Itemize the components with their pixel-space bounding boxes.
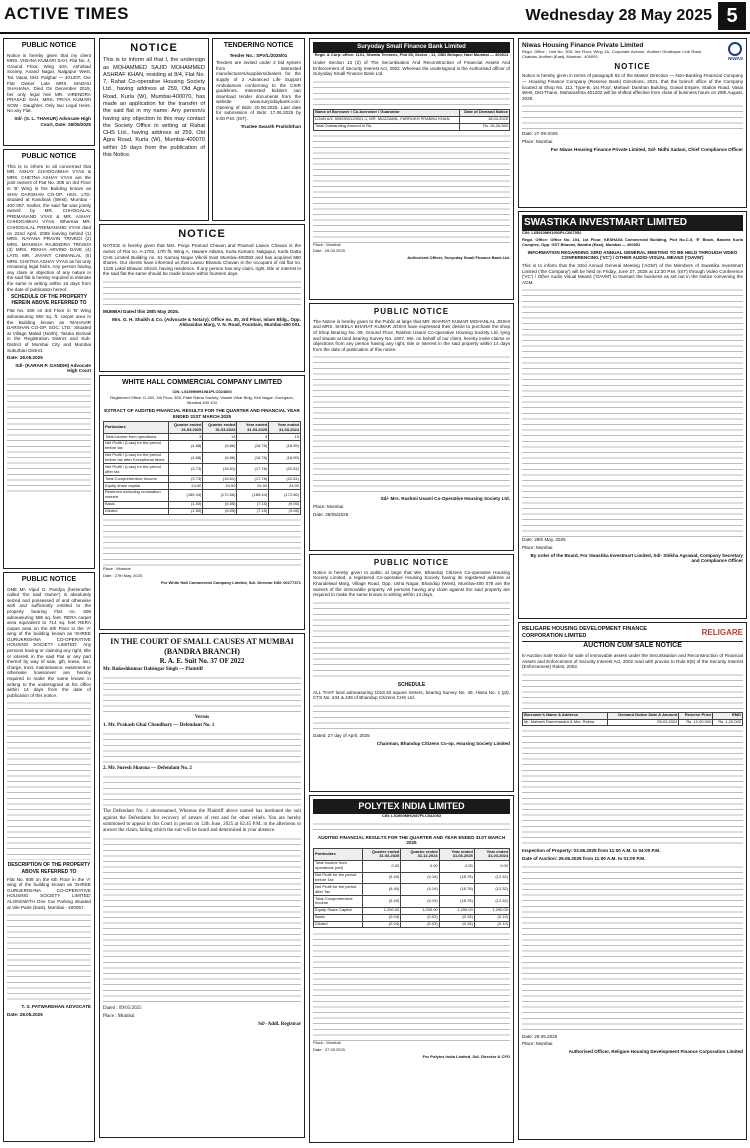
table-header-cell: Quarter ended 31.03.2025 — [169, 422, 203, 434]
table-header-cell: Year ended 31.03.2024 — [269, 422, 301, 434]
niwas-header — [522, 42, 743, 62]
defendant-2: 2. Mr. Suresh Sharma — Defendant No. 2 — [103, 766, 192, 772]
table-cell: 0.00 — [401, 860, 439, 872]
table-cell: (22.61) — [269, 476, 301, 483]
bank-name: Suryoday Small Finance Bank Limited — [313, 42, 510, 53]
court-place: Place : Mumbai — [103, 1013, 135, 1019]
table-cell: 0.00 — [439, 860, 474, 872]
demand-table — [313, 109, 510, 131]
table-cell: (4.19) — [401, 872, 439, 884]
table-cell: 24.90 — [203, 483, 237, 490]
text-filler — [7, 912, 91, 1002]
religare-auction — [518, 622, 747, 1140]
table-cell: (18.76) — [237, 440, 269, 452]
notice-signature: Sd/- (S. L. THAKUR) Advocate High Court, Date: 28/05/2025 — [14, 116, 91, 127]
court-heading: IN THE COURT OF SMALL CAUSES AT MUMBAI (BANDRA BRANCH) — [110, 637, 294, 656]
tender-heading: TENDERING NOTICE — [223, 42, 294, 49]
table-cell: (16.61) — [203, 464, 237, 476]
table-cell: (18.76) — [237, 452, 269, 464]
court-date: Dated : 09/05/2025 — [103, 1005, 142, 1011]
notice-flat — [99, 224, 305, 372]
results-date: Date : 27th May, 2025 — [103, 573, 143, 579]
table-cell: Total Income from operations (net) — [314, 860, 363, 872]
versus: Versus — [194, 715, 210, 721]
terms-filler — [522, 864, 743, 1034]
results-heading: AUDITED FINANCIAL RESULTS FOR THE QUARTER AND YEAR ENDED 31ST MARCH 2025 — [317, 834, 506, 846]
table-cell: Rs. 26,26,565 — [460, 123, 510, 130]
table-header-cell: Particulars — [314, 849, 363, 861]
table-cell: (185.44) — [237, 489, 269, 501]
schedule-heading: SCHEDULE OF THE PROPERTY HEREIN ABOVE REFERRED TO — [10, 294, 88, 307]
agm-place: Place: Mumbai — [522, 544, 553, 550]
suit-number: R. A. E. Suit No. 37 OF 2022 — [159, 656, 245, 665]
table-row — [314, 921, 510, 928]
company-address: Registered Office: D-402, 4th Floor, 305, Patel Ratna Society, Vasant Vihar Bldg, Kirti Nagar, Goregaon, Mumbai 400 104 — [110, 395, 294, 406]
results-heading: EXTRACT OF AUDITED FINANCIAL RESULTS FOR THE QUARTER AND FINANCIAL YEAR ENDED 31ST MARCH 2025 — [104, 408, 300, 419]
notice-date: Date: 28.05.2025 — [7, 355, 43, 361]
table-cell: Mr. Mahesh Ramchandra & Mrs. Rekha — [523, 719, 608, 726]
table-row — [314, 860, 510, 872]
notice-date: MUMBAI Dated this 28th May 2025. — [103, 308, 180, 314]
court-body: The Defendant No. 1 abovenamed, Whereas the Plaintiff above named has instituted the suit against the Defendants for recovery of arrears of rent and for other reliefs. You are hereby summoned to appear in this Court in person on 12th June, 2025 at 02.45 P.M. in the afternoon to answer the claim, failing which the suit will be heard and determined in your absence. — [103, 809, 301, 833]
notice-heading: PUBLIC NOTICE — [21, 576, 77, 583]
table-cell: 18.04.2025 — [460, 116, 510, 123]
company-cin: CIN: L65910MH1992PLC067052 — [522, 230, 582, 236]
table-row — [104, 476, 301, 483]
table-cell: (1.50) — [169, 508, 203, 515]
company-cin: CIN: L51909MH1981PLC024660 — [172, 388, 232, 394]
suryoday-notice — [309, 38, 514, 300]
table-cell: (22.61) — [269, 464, 301, 476]
public-notice-shop — [309, 303, 514, 551]
address-filler — [313, 821, 510, 835]
table-cell: 1,290.00 — [474, 907, 509, 914]
table-cell: 3 — [169, 434, 203, 441]
results-signature: For Polytex India Limited, Sd/- Director & CFO — [422, 1054, 510, 1060]
bank-date: Date : 28.05.2025 — [313, 248, 345, 254]
text-filler — [313, 133, 510, 243]
table-cell: (7.15) — [237, 508, 269, 515]
table-row — [104, 508, 301, 515]
table-cell: (172.66) — [269, 489, 301, 501]
results-date: Date : 27.05.2025 — [313, 1047, 345, 1053]
table-cell: (185.44) — [169, 489, 203, 501]
table-cell: (0.03) — [401, 914, 439, 921]
bank-signature: Authorised Officer, Suryoday Small Finance Bank Ltd. — [407, 255, 510, 261]
table-row — [314, 884, 510, 896]
table-cell: Basic — [104, 501, 169, 508]
table-row — [104, 489, 301, 501]
table-cell: Net Profit for the period before Tax — [314, 872, 363, 884]
table-header-cell: EMD — [713, 712, 743, 719]
notice-heading: PUBLIC NOTICE — [21, 153, 77, 160]
notice-signature: Chairman, Bhandup Citizens Co-op. Housing Society Limited — [376, 740, 510, 746]
tender-signature: Trustee Swasth Pratishthan — [240, 123, 301, 129]
text-filler — [522, 103, 743, 131]
notice-signature: For Niwas Housing Finance Private Limited, Sd/- Nidhi Sadani, Chief Compliance Officer — [550, 146, 743, 152]
table-cell: (6.55) — [203, 501, 237, 508]
table-row — [314, 872, 510, 884]
auction-signature: Authorised Officer, Religare Housing Development Finance Corporation Limited — [568, 1048, 743, 1054]
notice-date: Date: 28.05.2025 — [7, 1011, 43, 1017]
text-filler — [313, 703, 510, 733]
table-cell: (18.78) — [439, 896, 474, 908]
table-cell: (3.73) — [169, 476, 203, 483]
masthead — [0, 0, 750, 34]
table-cell: Rs. 1,20,000 — [713, 719, 743, 726]
notice-heading: NOTICE — [130, 42, 178, 54]
row-top — [99, 38, 305, 224]
table-header-cell: Particulars — [104, 422, 169, 434]
table-cell: (0.15) — [439, 921, 474, 928]
text-filler — [313, 79, 510, 109]
defendant-1: 1. Mr. Prakash Ghai Choudhary — Defendant No. 1 — [103, 723, 215, 729]
notice-body: NOTICE is hereby given that Mrs. Pooja Pramod Chavan and Pramod Lawoo Chavan is the owner of Flat no. A-1702, 17th flr, Wing A, Haware Atlanta, Kurla Kamani, Nalgapur, Kurla Datta CHS Limited Building no. 51 Kamraj Nagar Vikroli East Mumbai-400083 and has acquired 580 shares. Our clients have informed us that Lawoo Bhandu Chavan is the occupant of old flat no. 1226 Lakdi Bhavan Shiroli, having residence. If any person has any claim, right, title or interest in the said flat the same should be made known within fourteen days. — [103, 243, 301, 277]
table-cell: (0.10) — [474, 921, 509, 928]
table-cell: LOAN A/C 5052500120001-1, MR. MUZZAMIL, FARRUKH PRABHU KHAN — [314, 116, 460, 123]
text-filler — [313, 354, 510, 494]
table-header-cell: Quarter ended 31.03.2024 — [203, 422, 237, 434]
religare-header — [522, 626, 743, 642]
table-row — [314, 907, 510, 914]
notice-body: Notice is hereby given in terms of paragraph 63 of the Master Direction — Non-Banking Financial Company — Housing Finance Company (Reserve Bank) Directions, 2021, that the branch office of the Company located at Shop No. 112, Type-B, 1st Floor, Mahavir Darshan Building, Gowal Empire, Station Road, Vasai West, Dist-Thane, Maharashtra 401202 will be shifted effective from close of business hours on 29th August, 2025. — [522, 73, 743, 101]
text-filler — [103, 836, 301, 1006]
table-cell: Net Profit / (Loss) for the period before tax — [104, 440, 169, 452]
table-cell: (5.40) — [362, 896, 400, 908]
court-signature: Sd/- Addl. Registrar — [258, 1021, 301, 1027]
table-cell: (9.06) — [269, 508, 301, 515]
table-cell: Diluted — [314, 921, 363, 928]
notice-heading: PUBLIC NOTICE — [21, 42, 77, 49]
auction-notice-date: Date: 28.05.2025 — [522, 1033, 558, 1039]
table-cell: Equity Share Capital — [314, 907, 363, 914]
company-name: Niwas Housing Finance Private Limited — [522, 42, 644, 49]
table-cell: Total Comprehensive Income — [104, 476, 169, 483]
notice-body: ONE Mr. Vipul G. Pandya (hereinafter called 'the said Owner') is absolutely seized and possessed of and otherwise well and sufficiently entitled to the property bearing Flat no. 608 admeasuring 586 sq. feet. RERA carpet area equivalent to 714 sq. feet RERA carpet area on the 6th Floor in the 'A' wing of the building known as 'SHREE GURUKRISHNA CO-OPERATIVE HOUSING SOCIETY LIMITED'. Any persons having or claiming any right, title or interest in the said Flat or any part thereof by way of sale, gift, lease, lien, charge, trust, maintenance, easement or otherwise howsoever are hereby required to make the same known in writing to the undersigned at his office within 14 days from the date of publication of this notice. — [7, 586, 91, 698]
company-name: WHITE HALL COMMERCIAL COMPANY LIMITED — [121, 379, 283, 386]
niwas-logo-icon — [728, 42, 742, 56]
table-cell: (17.78) — [237, 464, 269, 476]
table-cell: (4.88) — [169, 440, 203, 452]
table-cell: (4.19) — [401, 884, 439, 896]
table-cell: Diluted — [104, 508, 169, 515]
auction-table — [522, 712, 743, 727]
column-3 — [309, 38, 514, 1146]
notice-date: Dated: 27 day of April, 2025 — [313, 733, 370, 738]
notice-place: Place: Mumbai — [313, 503, 344, 509]
agm-date: Date: 28th May, 2025 — [522, 537, 566, 543]
text-filler — [313, 600, 510, 680]
column-2 — [99, 38, 305, 1146]
table-cell: (12.32) — [474, 896, 509, 908]
whitehall-results — [99, 375, 305, 630]
bank-body: Under Section 13 (2) of The Securitisation And Reconstruction of Financial Assets And Enforcement of Security Interest Act, 2002. Whereas the undersigned is the Authorised officer of Suryoday Small Finance Bank Ltd. — [313, 60, 510, 77]
religare-logo-text: RELIGARE — [701, 627, 743, 637]
inspection-date: Inspection of Property: 03.06.2025 from 11:00 A.M. to 04:00 P.M. — [522, 848, 661, 854]
bank-place: Place : Mumbai — [313, 241, 341, 247]
schedule-body: ALL THAT land admeasuring 1018.30 square meters, bearing Survey No. 49, Hissa No. 1 (pt), CTS No. 434 & 436 of Bhandup Citizens CHS Ltd. — [313, 689, 510, 701]
table-header-cell: Quarter ended 31.12.2024 — [401, 849, 439, 861]
table-cell: Reserves excluding revaluation reserve — [104, 489, 169, 501]
agm-body: This is to inform that the 33rd Annual General Meeting ('AGM') of the Members of Swastika Investmart Limited ('the Company') will be held on Friday, June 27, 2025 at 12:30 P.M. (IST) through Video Conference ('VC') / Other Audio Visual Means ('OAVM') to transact the business as set out in the Notice convening the AGM. — [522, 263, 743, 285]
table-cell: Net Profit / (Loss) for the period after tax — [104, 464, 169, 476]
notice-signature: Sd/- (KARAN P. GANDHI) Advocate High Court — [15, 362, 91, 374]
schedule-heading: SCHEDULE — [397, 681, 426, 688]
newspaper-title: ACTIVE TIMES — [4, 4, 130, 23]
table-cell: Total Comprehensive Income — [314, 896, 363, 908]
text-filler — [7, 376, 91, 496]
notice-place: Place: Mumbai — [522, 138, 553, 144]
table-row — [104, 501, 301, 508]
table-cell: (18.78) — [439, 872, 474, 884]
table-cell: (0.04) — [362, 914, 400, 921]
schedule-body: Flat No. 608 on the 6th Floor in the 'A' wing of the building known as 'SHREE GURUKRISHNA CO-OPERATIVE HOUSING SOCIETY LIMITED' ALONGWITH One Car Parking situated at Vile Parle (East), Mumbai - 400057. — [7, 876, 91, 910]
notice-date: Date: 27-05-2025 — [522, 131, 558, 137]
schedule-heading: DESCRIPTION OF THE PROPERTY ABOVE REFERRED TO — [7, 862, 91, 875]
niwas-logo-text: NIWAS — [727, 56, 743, 62]
property-filler — [522, 728, 743, 848]
table-cell: (1.50) — [169, 501, 203, 508]
table-cell: 24.90 — [237, 483, 269, 490]
table-cell: (18.78) — [439, 884, 474, 896]
table-cell: 1,290.00 — [362, 907, 400, 914]
notice-body: This is to inform to all concerned that MR. ASHAY CHHOGABHAI VYAS & MRS. CHETNA ASHAY VYAS are the joint owners of Flat No. 308 on 3rd Floor in 'B' Wing in the Building known as SHIV DARSHAN CO-OP. HSG. LTD. situated at Kandivali (West), Mumbai - 400 067. Earlier, the said flat was jointly owned by MR. CHHOGALAL PREMANAND VYAS & MR. ASHAY CHHOGABHAI VYAS. Whereas MR. CHHOGALAL PREMANAND VYAS died on 22nd April, 2005 leaving behind (1) MRS. NAYANA PRAVIN TRIVEDI (2) MRS. MANISHA RAJENDRA TRIVEDI (3) MRS. REKHA ARVIND DAVE (4) LATE MR. JAYANT CHIMANLAL (5) MRS. CHETNA ASHAY VYAS as his only remaining legal heirs. Any person having any claim or objection of any nature in the said flat is hereby required to intimate the same in writing within 15 days from the date of publication hereof. — [7, 163, 92, 292]
table-row — [314, 896, 510, 908]
text-filler — [103, 279, 301, 309]
public-notice-3 — [3, 572, 95, 1142]
table-row — [104, 434, 301, 441]
text-filler — [522, 287, 743, 537]
notice-signature: T. S. PATWARDHAN ADVOCATE — [21, 1004, 91, 1010]
column-4 — [518, 38, 747, 1146]
company-name: SWASTIKA INVESTMART LIMITED — [522, 215, 743, 231]
table-cell: Equity share capital — [104, 483, 169, 490]
table-cell: (0.03) — [401, 921, 439, 928]
table-row — [523, 719, 743, 726]
table-cell: (5.40) — [362, 872, 400, 884]
table-cell: (3.73) — [169, 464, 203, 476]
table-cell: 3 — [237, 434, 269, 441]
text-filler — [7, 700, 91, 860]
column-1 — [3, 38, 95, 1146]
table-cell: 24.90 — [269, 483, 301, 490]
niwas-logo — [728, 42, 743, 62]
tendering-notice — [212, 38, 305, 221]
text-filler — [103, 774, 301, 809]
table-header-cell: Borrower's Name & Address — [523, 712, 608, 719]
results-signature: For White Hall Commercial Company Limited, Sd/- Director DIN: 00177371 — [160, 580, 301, 586]
auction-place: Place: Mumbai — [522, 1041, 553, 1047]
notice-signature: Sd/- Mrs. Rashmi Usami Co-Operative Housing Society Ltd. — [380, 496, 510, 502]
table-header-cell: Date of Demand Notice — [460, 109, 510, 116]
auction-body: E-Auction Sale Notice for sale of immovable assets under the Securitisation and Reconstruction of Financial Assets and Enforcement of Security Interest Act, 2002 read with proviso to Rule 8(6) of the Security Interest (Enforcement) Rules, 2002. — [522, 652, 743, 670]
table-row — [314, 123, 510, 130]
notice-heading: NOTICE — [614, 61, 651, 71]
company-cin: CIN: L51900MH1987PLC042092 — [381, 812, 442, 818]
table-cell: Net Profit / (Loss) for the period before tax after Exceptional items — [104, 452, 169, 464]
table-row — [104, 464, 301, 476]
table-cell: (6.86) — [203, 452, 237, 464]
court-summons — [99, 633, 305, 1138]
table-header-cell: Year ended 31.03.2025 — [439, 849, 474, 861]
company-name: RELIGARE HOUSING DEVELOPMENT FINANCE CORPORATION LIMITED — [522, 626, 647, 639]
table-cell: (0.15) — [439, 914, 474, 921]
notice-transfer — [99, 38, 209, 221]
public-notice-2 — [3, 149, 95, 569]
notes-filler — [313, 931, 510, 1041]
plaintiff: Mr. Rukeshkumar Dalsingar Singh — Plaintiff — [103, 667, 203, 673]
table-cell: Rs. 12,00,000 — [679, 719, 713, 726]
table-header-cell: Year ended 31.03.2024 — [474, 849, 509, 861]
notice-date: Date: 28/05/2025 — [313, 511, 349, 517]
text-filler — [522, 672, 743, 712]
public-notice-1 — [3, 38, 95, 146]
agm-heading: INFORMATION REGARDING 33RD ANNUAL GENERAL MEETING TO BE HELD THROUGH VIDEO CONFERENCING ('VC') / OTHER AUDIO-VISUAL MEANS ('OAVM') — [527, 249, 738, 261]
table-cell: 05.03.2024 — [607, 719, 679, 726]
bank-address: Regd. & Corp. office: 1101, Sharda Terraces, Plot 65, Sector - 11, CBD Belapur, Navi Mumbai — 400614 — [314, 52, 509, 58]
notice-heading: PUBLIC NOTICE — [373, 307, 450, 316]
table-cell: 0.00 — [474, 860, 509, 872]
notice-heading: PUBLIC NOTICE — [373, 558, 450, 567]
auction-heading: AUCTION CUM SALE NOTICE — [583, 642, 682, 650]
page-number: 5 — [718, 2, 746, 30]
table-row — [104, 452, 301, 464]
table-cell: (4.19) — [401, 896, 439, 908]
table-cell: Basic — [314, 914, 363, 921]
table-cell: (9.06) — [269, 501, 301, 508]
table-row — [104, 440, 301, 452]
table-cell: 24.90 — [169, 483, 203, 490]
niwas-notice — [518, 38, 747, 208]
table-cell: Total income from operations — [104, 434, 169, 441]
table-cell: 13 — [203, 434, 237, 441]
company-address: Regd. Office : Unit No. 305, 3rd Floor, Wing 2A, Corporate Avenue, Andheri Ghatkopar Link Road, Chakala, Andheri (East), Mumbai - 400093 — [522, 48, 702, 59]
table-header-cell: Year ended 31.03.2025 — [237, 422, 269, 434]
table-cell: (18.99) — [269, 440, 301, 452]
swastika-agm-notice — [518, 211, 747, 619]
table-row — [314, 914, 510, 921]
notice-body: Notice is hereby given that my client MRS. VISHNA KUMARI SAH, Flat No. 4, Ground Floor, Wing 10A, Ashirbad Society, Anand Nagar, Nalgapur West, Tal. Vasai, Dist. Palghar — 401207, Our Flat Owner Late MRS. MADHU SHAHANA, Died On December 2015, her only legal heir MR. VIRENDRA PRASAD SAH, MRS. PRIYA KUMARI SOW - Daughter. Only two Legal Heirs. No any Flat. — [7, 52, 91, 114]
notice-body: Notice is hereby given to public at large that We, Bhandup Citizens Co-operative Housing Society Limited, a registered Co-operative Housing Society having its registered address at Khandelwal Marg, Village Road, Opp. Usha Nagar, Bhandup (West), Mumbai-400 078 are the owners of the immovable property. All persons having any claim against the said property are required to make the same known in writing within 14 days. — [313, 569, 510, 598]
table-cell: (0.10) — [474, 914, 509, 921]
table-cell: 1,290.00 — [401, 907, 439, 914]
table-cell: (5.40) — [362, 884, 400, 896]
auction-date: Date of Auction: 25.06.2025 from 11:00 A.M. to 01:00 P.M. — [522, 856, 646, 862]
text-filler — [103, 731, 301, 766]
table-cell: (17.78) — [237, 476, 269, 483]
polytex-results — [309, 795, 514, 1143]
table-cell: (18.99) — [269, 452, 301, 464]
table-cell: Net Profit for the period after Tax — [314, 884, 363, 896]
table-cell: (0.04) — [362, 921, 400, 928]
table-cell: (172.66) — [203, 489, 237, 501]
agm-signature: By order of the Board, For Swastika Investmart Limited, Sd/- Shikha Agrawal, Company Secretary and Compliance Officer — [530, 552, 743, 564]
company-address: Regd. Office: Office No. 104, 1st Floor, KESHAVA Commercial Building, Plot No.C-5, 'E' Block, Bandra Kurla Complex, Opp. GST Bhavan, Bandra (East), Mumbai — 400051 — [522, 237, 743, 247]
table-cell: (6.55) — [203, 508, 237, 515]
table-cell: (12.32) — [474, 884, 509, 896]
table-row — [104, 483, 301, 490]
table-cell: (12.32) — [474, 872, 509, 884]
results-place: Place : Mumbai — [103, 566, 131, 572]
tender-body: Tenders are invited under 2 bid system from interested manufacturers/suppliers/dealers for the supply of 2 Advanced Life Support Ambulances conforming to the CSIR guidelines. Interested bidders can download tender documents from the website www.suryodaybank.com. Opening of Bids: 20.06.2025. Last date for submission of Bids: 17.06.2025 by 5.00 P.M. (IST). — [216, 60, 301, 122]
table-row — [314, 116, 510, 123]
company-name: POLYTEX INDIA LIMITED — [313, 799, 510, 814]
table-cell: 1,290.00 — [439, 907, 474, 914]
results-table — [103, 421, 301, 515]
results-table — [313, 848, 510, 928]
table-header-cell: Demand Notice Date & Amount — [607, 712, 679, 719]
table-cell: (7.15) — [237, 501, 269, 508]
tender-ref: Tender No.: SPV/L/2025/01 — [229, 52, 288, 58]
table-cell: (4.88) — [169, 452, 203, 464]
table-cell: (16.61) — [203, 476, 237, 483]
notice-signature: Mrs. G. H. Shaikh & Co. (Advocate & Notary), Office no. 30, 3rd Floor, Islam Bldg., Opp. Abbasidas Marg, V. N. Road, Fountain, Mumbai-400 001. — [112, 316, 301, 328]
table-cell: 0.00 — [362, 860, 400, 872]
notice-heading: NOTICE — [178, 228, 226, 240]
table-header-cell: Reserve Price — [679, 712, 713, 719]
table-header-cell: Name of Borrower / Co-borrower / Guarantor — [314, 109, 460, 116]
table-cell: (6.86) — [203, 440, 237, 452]
table-cell: 13 — [269, 434, 301, 441]
notes-filler — [103, 517, 301, 567]
schedule-body: Flat No. 308 on 3rd Floor in 'B' Wing admeasuring 550 sq. ft. carpet area in the Building known as 'MAHAVIR DARSHAN CO-OP. SOC. LTD.' Situated at Village Malad (North), Taluka Borivali in the Registration District and Sub-District of Mumbai City and Mumbai Suburban District. — [7, 308, 91, 353]
results-place: Place : Mumbai — [313, 1040, 341, 1046]
issue-date: Wednesday 28 May 2025 — [525, 7, 712, 24]
public-notice-bhandup — [309, 554, 514, 792]
table-header-cell: Quarter ended 31.03.2025 — [362, 849, 400, 861]
table-cell: Total Outstanding Amount in Rs. — [314, 123, 460, 130]
text-filler — [103, 675, 301, 715]
notice-body: This is to inform all that I, the undersign as MOHAMMED SAJID MOHAMMED ASHRAF KHAN, residing at 8/4, Flat No. 7, Rahat Co-operative Housing Society Ltd., having address at 259, Old Agra Road, Kurla (W), Mumbai-400070, has made an application for the transfer of the said flat in my name. Any person/s having any objection to this may contact the Society Office in writing at Rahat CHS Ltd., having address at 259, Old Agra Road, Kurla (W), Mumbai-400070 within 15 days from the publication of this Notice. — [103, 57, 205, 158]
notice-body: The Notice is hereby given to the Public at large that MR. BHARAT KUMAR MOHANLAL JOSHI and MRS. SHEELA BHARAT KUMAR JOSHI have expressed their desire to purchase the shop of Shop Bearing No. 09, Ground Floor, Rashmi Usami Co-operative Housing Society Ltd, lying and situate at land bearing Survey No. 1607. We, on behalf of our client, hereby invite claims or objections from any person having any right, title or interest in the said property within 14 days from the date of publication of this notice. — [313, 318, 510, 352]
